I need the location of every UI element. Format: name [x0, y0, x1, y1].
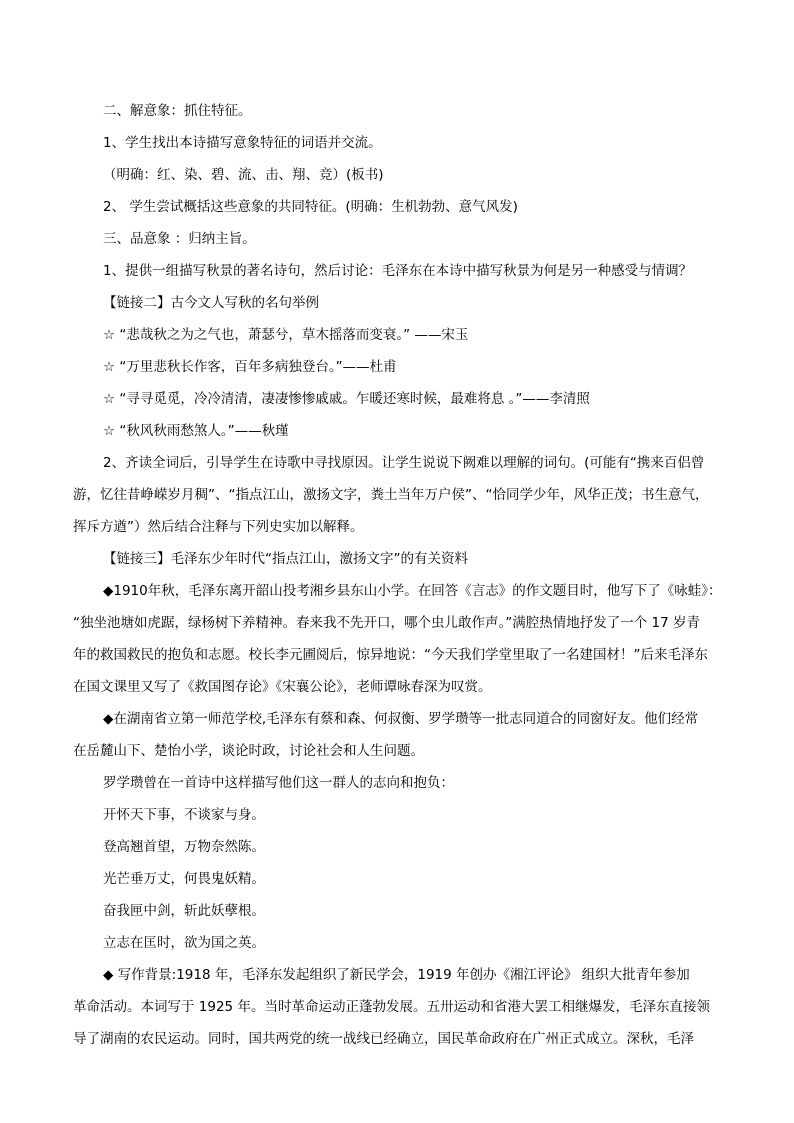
poem-line: 开怀天下事，不谈家与身。 [103, 807, 265, 823]
section-heading-two: 二、解意象：抓住特征。 [103, 103, 252, 119]
text-line: （明确：红、染、碧、流、击、翔、竞）(板书) [103, 167, 384, 183]
text-line: 1、提供一组描写秋景的著名诗句，然后讨论：毛泽东在本诗中描写秋景为何是另一种感受与情调？ [103, 263, 693, 279]
text-line: ◆ 写作背景:1918 年，毛泽东发起组织了新民学会，1919 年创办《湘江评论》 组织大批青年参加 [103, 967, 690, 983]
text-line: 挥斥方遒”）然后结合注释与下列史实加以解释。 [73, 519, 364, 535]
poem-line: 登高翘首望，万物奈然陈。 [103, 839, 265, 855]
quote-line: ☆ “悲哉秋之为之气也，萧瑟兮，草木摇落而变衰。” ——宋玉 [103, 327, 469, 343]
text-line: 游，忆往昔峥嵘岁月稠”、“指点江山，激扬文字，粪土当年万户侯”、“恰同学少年，风华正茂；书生意气， [73, 487, 709, 503]
text-line: “独坐池塘如虎踞，绿杨树下养精神。春来我不先开口，哪个虫儿敢作声。”满腔热情地抒发了一个 17 岁青 [73, 615, 700, 631]
text-line: 1、学生找出本诗描写意象特征的词语并交流。 [103, 135, 382, 151]
link-heading-two: 【链接二】古今文人写秋的名句举例 [103, 295, 319, 311]
text-line: ◆在湖南省立第一师范学校,毛泽东有蔡和森、何叔衡、罗学瓒等一批志同道合的同窗好友。他们经常 [103, 711, 699, 727]
quote-line: ☆ “万里悲秋长作客，百年多病独登台。”——杜甫 [103, 359, 397, 375]
section-heading-three: 三、品意象 ：归纳主旨。 [103, 231, 256, 247]
text-line: 在国文课里又写了《救国图存论》《宋襄公论》，老师谭咏春深为叹赏。 [73, 679, 492, 695]
text-line: 2、齐读全词后，引导学生在诗歌中寻找原因。让学生说说下阙难以理解的词句。(可能有“携来百侣曾 [103, 455, 705, 471]
poem-line: 光芒垂万丈，何畏鬼妖精。 [103, 871, 265, 887]
poem-line: 奋我匣中剑，斩此妖孽根。 [103, 903, 265, 919]
quote-line: ☆ “秋风秋雨愁煞人。”——秋瑾 [103, 423, 289, 439]
poem-line: 立志在匡时，欲为国之英。 [103, 935, 265, 951]
text-line: 导了湖南的农民运动。同时，国共两党的统一战线已经确立，国民革命政府在广州正式成立。深秋，毛泽 [73, 1031, 694, 1047]
text-line: 在岳麓山下、楚怡小学，谈论时政，讨论社会和人生问题。 [73, 743, 424, 759]
text-line: 年的救国救民的抱负和志愿。校长李元圃阅后，惊异地说：“今天我们学堂里取了一名建国材！”后来毛泽东 [73, 647, 708, 663]
text-line: ◆1910年秋，毛泽东离开韶山投考湘乡县东山小学。在回答《言志》的作文题目时，他写下了《咏蛙》： [103, 583, 722, 599]
quote-line: ☆ “寻寻觅觅，冷冷清清，凄凄惨惨戚戚。乍暖还寒时候，最难将息 。”——李清照 [103, 391, 590, 407]
text-line: 革命活动。本词写于 1925 年。当时革命运动正蓬勃发展。五卅运动和省港大罢工相继爆发，毛泽东直接领 [73, 999, 710, 1015]
link-heading-three: 【链接三】毛泽东少年时代“指点江山，激扬文字”的有关资料 [103, 551, 468, 567]
text-line: 罗学瓒曾在一首诗中这样描写他们这一群人的志向和抱负： [103, 775, 454, 791]
text-line: 2、 学生尝试概括这些意象的共同特征。(明确：生机勃勃、意气风发) [103, 199, 518, 215]
